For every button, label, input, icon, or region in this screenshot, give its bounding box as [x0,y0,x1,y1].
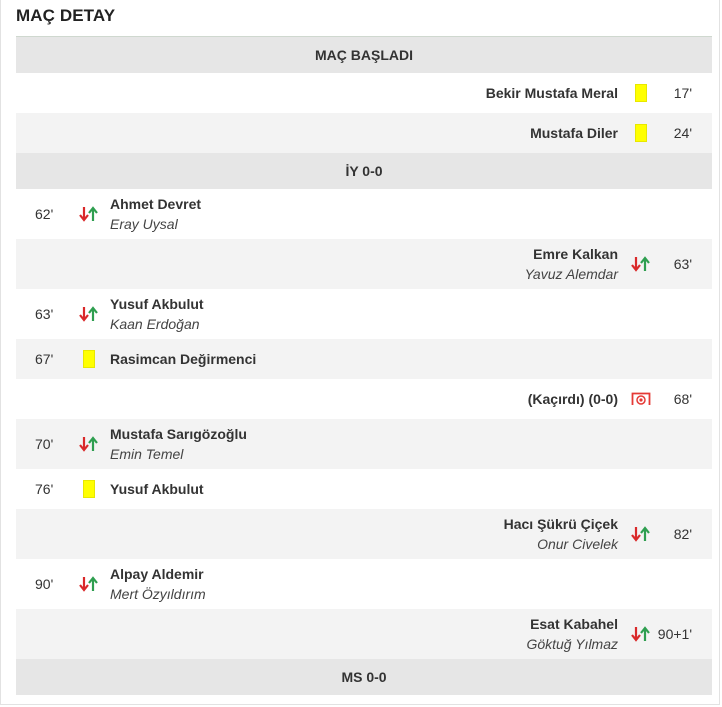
event-names [110,349,256,369]
player-out-name: Göktuğ Yılmaz [526,636,618,652]
substitution-icon [630,624,652,644]
player-in-name: Esat Kabahel [530,616,618,632]
player-in-name: Ahmet Devret [110,196,202,212]
event-row-substitution [16,509,712,559]
substitution-icon [78,574,100,594]
substitution-icon [78,434,100,454]
player-name: Bekir Mustafa Meral [485,85,618,101]
event-names [110,194,201,234]
yellow-card-icon [78,349,100,369]
event-minute: 82' [673,526,692,542]
page-title: MAÇ DETAY [16,6,116,25]
player-in-name: Emre Kalkan [533,246,618,262]
event-names [110,479,204,499]
player-name: Rasimcan Değirmenci [110,351,257,367]
player-out-name: Emin Temel [110,446,184,462]
event-row-substitution [16,419,712,469]
section-header-label: İY 0-0 [345,163,383,179]
event-minute: 67' [35,351,54,367]
player-in-name: Hacı Şükrü Çiçek [503,516,618,532]
event-row-substitution [16,189,712,239]
section-header-label: MAÇ BAŞLADI [315,47,413,63]
event-minute: 90' [35,576,54,592]
event-minute: 68' [673,391,692,407]
event-row-substitution [16,559,712,609]
event-row-substitution [16,289,712,339]
section-header-fulltime [16,659,712,695]
event-row-substitution [16,239,712,289]
yellow-card-icon [630,83,652,103]
yellow-card-icon [630,123,652,143]
event-names [528,389,618,409]
event-minute: 17' [673,85,692,101]
penalty-score: (0-0) [588,391,618,407]
event-names [526,614,618,654]
player-out-name: Kaan Erdoğan [110,316,200,332]
event-row-card [16,339,712,379]
event-names [486,83,618,103]
event-names [525,244,618,284]
event-names [530,123,618,143]
penalty-label: (Kaçırdı) [527,391,585,407]
substitution-icon [78,304,100,324]
section-header-halftime [16,153,712,189]
section-header-label: MS 0-0 [341,669,387,685]
event-minute: 24' [673,125,692,141]
event-minute: 62' [35,206,54,222]
event-minute: 76' [35,481,54,497]
event-names [110,564,206,604]
substitution-icon [630,524,652,544]
player-out-name: Yavuz Alemdar [524,266,618,282]
player-in-name: Yusuf Akbulut [110,296,204,312]
event-row-penalty [16,379,712,419]
player-out-name: Eray Uysal [110,216,178,232]
event-minute: 90+1' [657,626,692,642]
event-row-card [16,113,712,153]
event-minute: 63' [673,256,692,272]
substitution-icon [630,254,652,274]
player-name: Mustafa Diler [530,125,618,141]
event-minute: 63' [35,306,54,322]
player-in-name: Alpay Aldemir [110,566,204,582]
event-minute: 70' [35,436,54,452]
event-names [504,514,618,554]
event-names [110,424,247,464]
event-row-card [16,469,712,509]
missed-penalty-icon [630,389,652,409]
event-list [16,37,712,695]
event-row-substitution [16,609,712,659]
substitution-icon [78,204,100,224]
event-row-card [16,73,712,113]
event-names [110,294,204,334]
yellow-card-icon [78,479,100,499]
player-out-name: Mert Özyıldırım [110,586,206,602]
player-name: Yusuf Akbulut [110,481,204,497]
player-in-name: Mustafa Sarıgözoğlu [110,426,247,442]
player-out-name: Onur Civelek [537,536,618,552]
section-header-kickoff [16,37,712,73]
